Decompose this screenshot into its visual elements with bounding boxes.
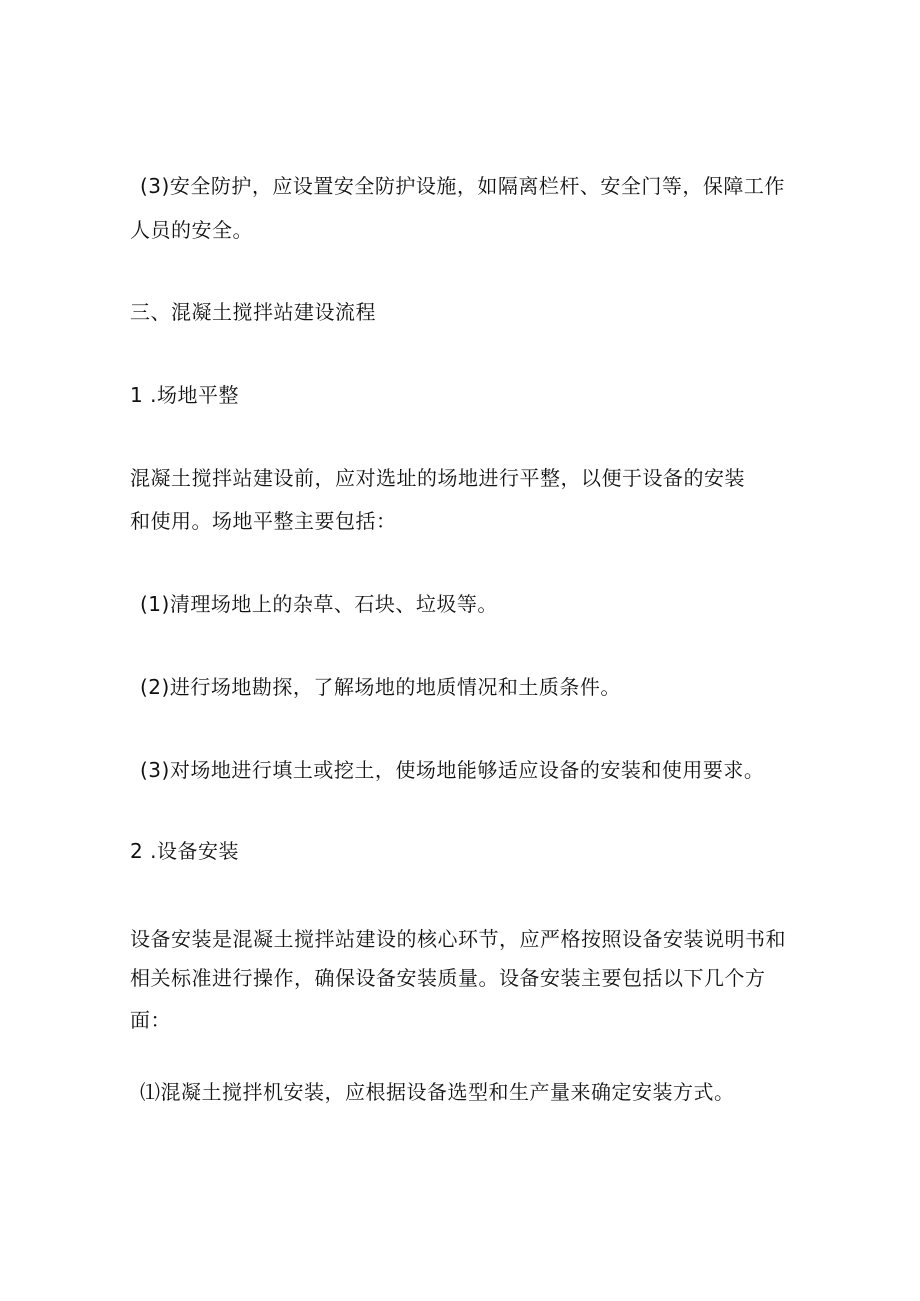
step2-paragraph-line-2: 相关标准进行操作，确保设备安装质量。设备安装主要包括以下几个方 xyxy=(130,966,766,990)
safety-item-line-1: (3)安全防护，应设置安全防护设施，如隔离栏杆、安全门等，保障工作 xyxy=(140,174,785,198)
step2-list-item-1: ⑴混凝土搅拌机安装，应根据设备选型和生产量来确定安装方式。 xyxy=(140,1080,735,1104)
safety-item-line-2: 人员的安全。 xyxy=(130,218,253,242)
step1-paragraph-line-2: 和使用。场地平整主要包括： xyxy=(130,509,397,533)
step1-list-item-3: (3)对场地进行填土或挖土，使场地能够适应设备的安装和使用要求。 xyxy=(140,758,765,782)
step2-paragraph-line-3: 面： xyxy=(130,1008,171,1032)
step1-list-item-1: (1)清理场地上的杂草、石块、垃圾等。 xyxy=(140,592,498,616)
step1-heading: 1 .场地平整 xyxy=(130,383,239,407)
step2-heading: 2 .设备安装 xyxy=(130,839,239,863)
step1-paragraph-line-1: 混凝土搅拌站建设前，应对选址的场地进行平整，以便于设备的安装 xyxy=(130,466,745,490)
step1-list-item-2: (2)进行场地勘探，了解场地的地质情况和土质条件。 xyxy=(140,675,621,699)
section-heading: 三、混凝土搅拌站建设流程 xyxy=(130,300,376,324)
step2-paragraph-line-1: 设备安装是混凝土搅拌站建设的核心环节，应严格按照设备安装说明书和 xyxy=(130,927,786,951)
